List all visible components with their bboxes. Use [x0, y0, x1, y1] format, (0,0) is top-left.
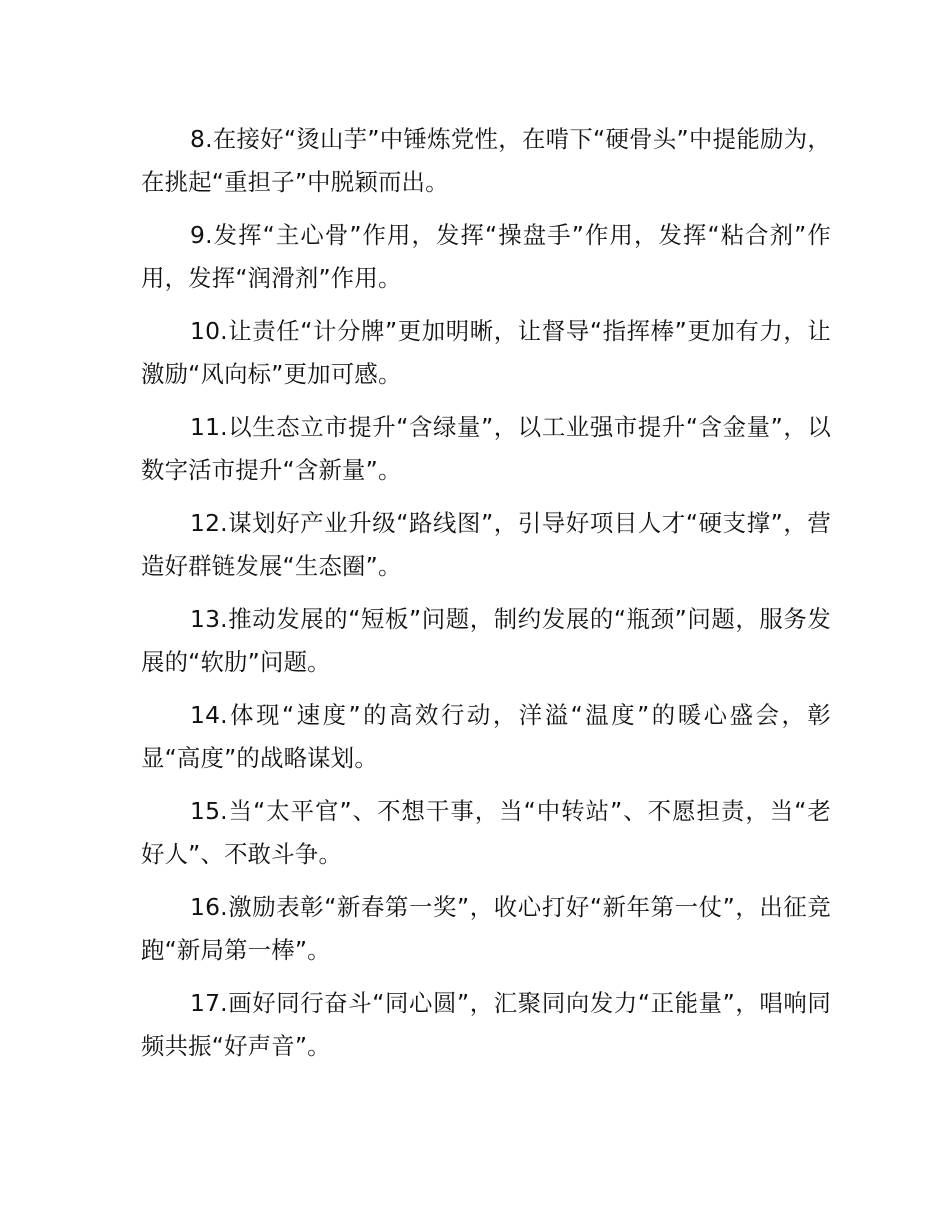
paragraph-15: 15.当“太平官”、不想干事，当“中转站”、不愿担责，当“老好人”、不敢斗争。: [141, 797, 831, 868]
paragraph-8: 8.在接好“烫山芋”中锤炼党性，在啃下“硬骨头”中提能励为，在挑起“重担子”中脱颖而出。: [141, 125, 831, 196]
document-page: [141, 118, 831, 1078]
paragraph-13: 13.推动发展的“短板”问题，制约发展的“瓶颈”问题，服务发展的“软肋”问题。: [141, 605, 831, 676]
paragraph-11: 11.以生态立市提升“含绿量”，以工业强市提升“含金量”，以数字活市提升“含新量”。: [141, 413, 831, 484]
paragraph-10: 10.让责任“计分牌”更加明晰，让督导“指挥棒”更加有力，让激励“风向标”更加可感。: [141, 317, 831, 388]
paragraph-17: 17.画好同行奋斗“同心圆”，汇聚同向发力“正能量”，唱响同频共振“好声音”。: [141, 989, 831, 1060]
paragraph-9: 9.发挥“主心骨”作用，发挥“操盘手”作用，发挥“粘合剂”作用，发挥“润滑剂”作用。: [141, 221, 831, 292]
paragraph-14: 14.体现“速度”的高效行动，洋溢“温度”的暖心盛会，彰显“高度”的战略谋划。: [141, 701, 831, 772]
paragraph-16: 16.激励表彰“新春第一奖”，收心打好“新年第一仗”，出征竞跑“新局第一棒”。: [141, 893, 831, 964]
paragraph-12: 12.谋划好产业升级“路线图”，引导好项目人才“硬支撑”，营造好群链发展“生态圈”。: [141, 509, 831, 580]
